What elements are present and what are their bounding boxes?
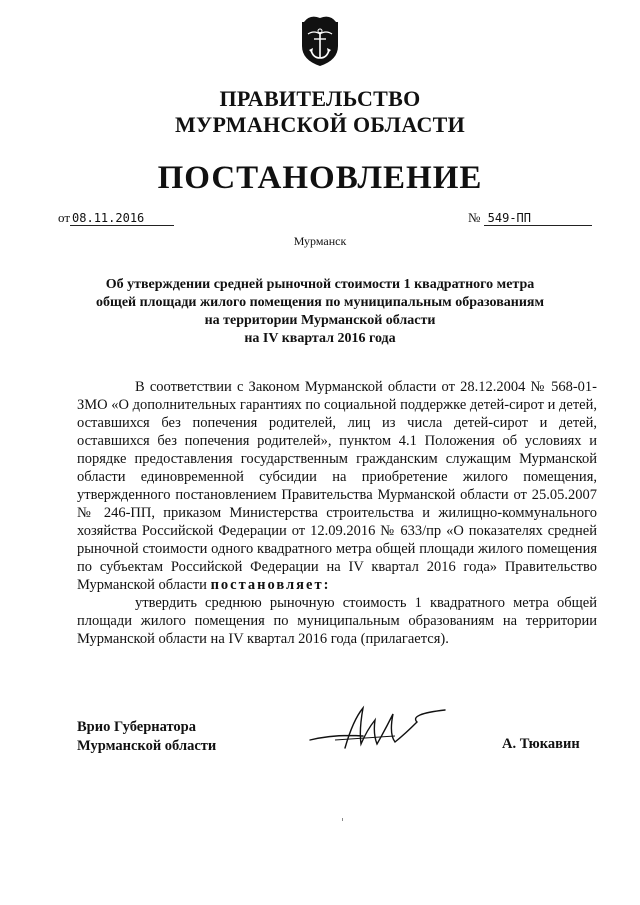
scan-mark (342, 818, 343, 821)
date-row (58, 210, 174, 226)
document-date: 08.11.2016 (70, 211, 174, 226)
document-number: 549-ПП (484, 211, 592, 226)
document-body (77, 378, 597, 648)
preamble-paragraph (77, 378, 597, 594)
signer-title-line-1: Врио Губернатора (77, 719, 196, 735)
signer-name: А. Тюкавин (502, 736, 580, 752)
subject-line-2: общей площади жилого помещения по муниципальным образованиям (96, 295, 544, 310)
document-type: ПОСТАНОВЛЕНИЕ (157, 160, 483, 196)
decision-paragraph: утвердить среднюю рыночную стоимость 1 квадратного метра общей площади жилого помещения по муниципальным образованиям на территории Мурманской области на IV квартал 2016 года (прилагается). (77, 595, 597, 647)
government-line-2: МУРМАНСКОЙ ОБЛАСТИ (174, 112, 466, 137)
government-name (0, 86, 640, 138)
number-prefix: № (468, 210, 481, 225)
document-subject (60, 276, 580, 348)
signer-title-line-2: Мурманской области (77, 738, 217, 754)
handwritten-signature (305, 700, 455, 760)
coat-of-arms-icon (298, 12, 342, 68)
city: Мурманск (293, 234, 347, 248)
date-prefix: от (58, 210, 71, 225)
signer-title (77, 718, 216, 756)
preamble-text: В соответствии с Законом Мурманской области от 28.12.2004 № 568-01-ЗМО «О дополнительных гарантиях по социальной поддержке детей-сирот и детей, оставшихся без попечения родителей, лиц из числа детей-сирот и детей, оставшихся без попечения родителей», пунктом 4.1 Положения об условиях и порядке предоставления государственным гражданским служащим Мурманской области единовременной субсидии на приобретение жилого помещения, утвержденного постановлением Правительства Мурманской области от 25.05.2007 № 246-ПП, приказом Министерства строительства и жилищно-коммунального хозяйства Российской Федерации от 12.09.2016 № 633/пр «О показателях средней рыночной стоимости одного квадратного метра общей площади жилого помещения по субъектам Российской Федерации на IV квартал 2016 года» Правительство Мурманской области (77, 379, 597, 593)
decree-word: постановляет: (210, 577, 331, 593)
subject-line-4: на IV квартал 2016 года (244, 331, 396, 346)
subject-line-1: Об утверждении средней рыночной стоимости 1 квадратного метра (105, 277, 535, 292)
number-row (468, 210, 592, 226)
subject-line-3: на территории Мурманской области (204, 313, 436, 328)
government-line-1: ПРАВИТЕЛЬСТВО (219, 86, 421, 111)
